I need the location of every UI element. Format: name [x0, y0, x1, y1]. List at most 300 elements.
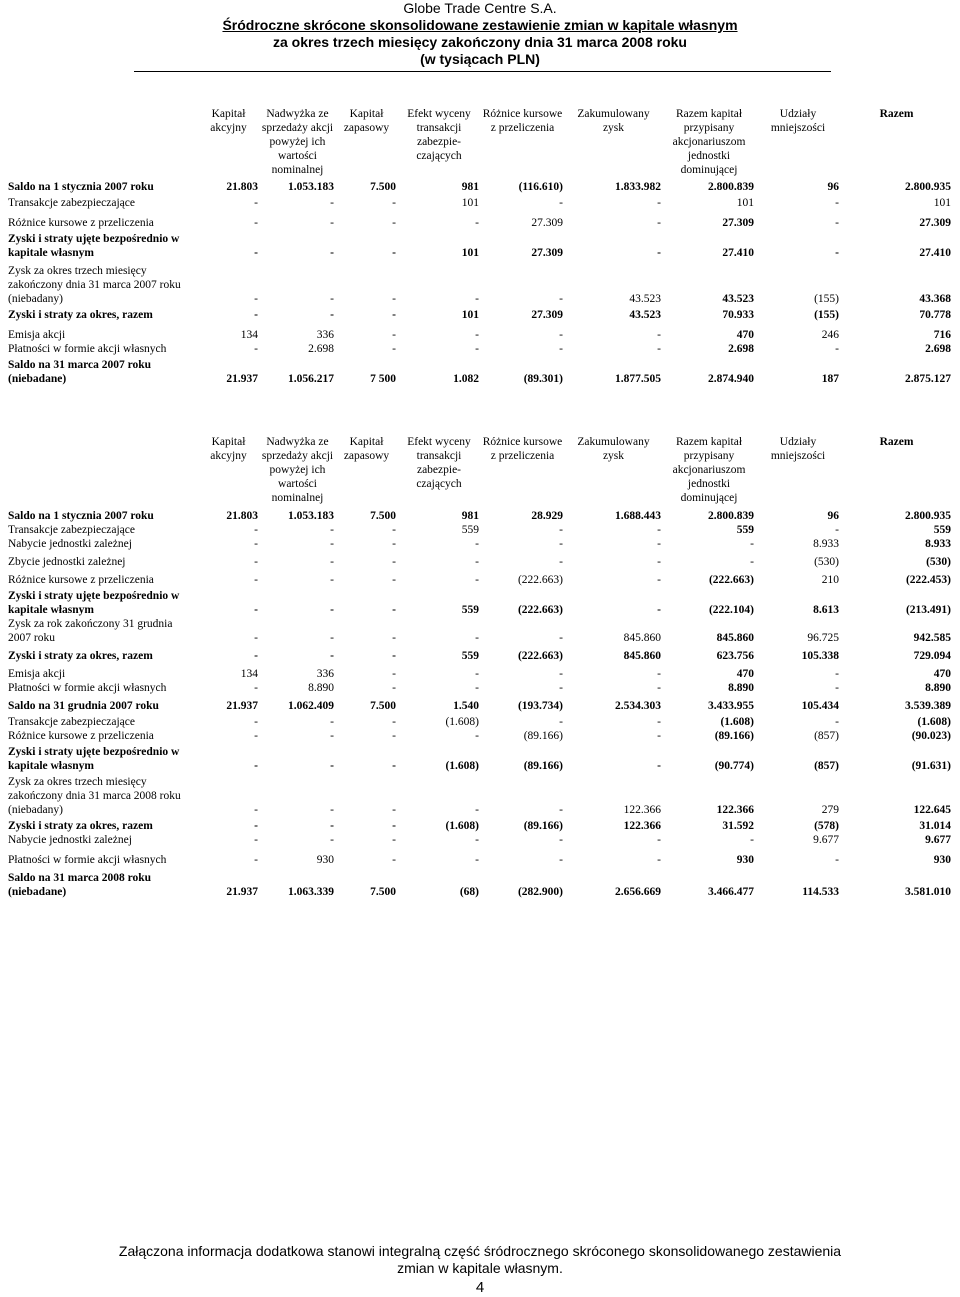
row-value: -	[657, 538, 661, 550]
row-value: -	[330, 632, 334, 644]
table-row	[8, 681, 954, 695]
row-value: -	[657, 668, 661, 680]
row-value: -	[392, 343, 396, 355]
table-row	[8, 833, 954, 847]
row-value: -	[254, 716, 258, 728]
row-value: 101	[736, 197, 754, 209]
row-value: 27.309	[531, 309, 563, 321]
column-header: Razem kapitał przypisany akcjonariuszom jednostki dominującej	[672, 108, 746, 176]
row-value: -	[392, 538, 396, 550]
row-label: Zyski i straty za okres, razem	[8, 309, 153, 321]
row-value: -	[254, 804, 258, 816]
row-value: 43.523	[629, 293, 661, 305]
row-value: -	[254, 197, 258, 209]
row-value: -	[657, 247, 661, 259]
row-value: 845.860	[623, 632, 661, 644]
row-value: 1.833.982	[615, 181, 661, 193]
row-value: -	[254, 538, 258, 550]
row-label: Emisja akcji	[8, 668, 66, 680]
row-value: 559	[933, 524, 951, 536]
row-value: -	[392, 329, 396, 341]
row-value: 930	[736, 854, 754, 866]
row-value: -	[657, 682, 661, 694]
row-value: -	[254, 604, 258, 616]
row-label: Zyski i straty za okres, razem	[8, 820, 153, 832]
row-value: -	[559, 682, 563, 694]
row-value: 2.534.303	[615, 700, 661, 712]
row-value: 7.500	[370, 886, 396, 898]
row-value: (155)	[814, 293, 839, 305]
row-value: 981	[461, 181, 479, 193]
row-value: 1.688.443	[615, 510, 661, 522]
row-value: -	[750, 834, 754, 846]
column-header: Razem	[879, 436, 914, 448]
row-label: Saldo na 31 grudnia 2007 roku	[8, 700, 159, 712]
table-row	[8, 847, 954, 867]
column-header: Razem kapitał przypisany akcjonariuszom jednostki dominującej	[672, 436, 746, 504]
table-row	[8, 194, 954, 210]
table-row	[8, 743, 954, 773]
table-row	[8, 342, 954, 356]
row-value: -	[392, 293, 396, 305]
row-value: 43.368	[919, 293, 951, 305]
row-label: Zyski i straty ujęte bezpośrednio w kapitale własnym	[8, 233, 180, 259]
row-value: -	[475, 668, 479, 680]
row-value: -	[392, 834, 396, 846]
row-value: -	[475, 834, 479, 846]
row-value: 8.890	[925, 682, 951, 694]
row-value: 96.725	[807, 632, 839, 644]
row-value: 8.613	[813, 604, 839, 616]
row-value: -	[254, 820, 258, 832]
row-label: Transakcje zabezpieczające	[8, 716, 135, 728]
row-value: 845.860	[716, 632, 754, 644]
row-value: -	[330, 309, 334, 321]
table-row	[8, 523, 954, 537]
row-label: Zyski i straty za okres, razem	[8, 650, 153, 662]
row-value: 2.800.839	[708, 181, 754, 193]
row-value: -	[254, 574, 258, 586]
table-row	[8, 179, 954, 194]
row-value: -	[392, 804, 396, 816]
row-value: -	[750, 556, 754, 568]
row-value: -	[392, 604, 396, 616]
row-value: -	[657, 604, 661, 616]
column-header: Efekt wyceny transakcji zabezpie-czających	[407, 436, 471, 490]
table-row	[8, 867, 954, 899]
row-value: -	[330, 730, 334, 742]
row-value: -	[392, 854, 396, 866]
row-label: Płatności w formie akcji własnych	[8, 682, 167, 694]
row-value: -	[835, 668, 839, 680]
table-row	[8, 713, 954, 729]
company-name: Globe Trade Centre S.A.	[403, 0, 557, 16]
row-label: Różnice kursowe z przeliczenia	[8, 217, 154, 229]
footer-note-line-2: zmian w kapitale własnym.	[397, 1260, 563, 1276]
row-label: Nabycie jednostki zależnej	[8, 834, 132, 846]
row-value: 27.309	[531, 217, 563, 229]
column-header: Kapitał akcyjny	[210, 108, 247, 134]
row-value: (89.166)	[523, 730, 563, 742]
row-value: -	[657, 854, 661, 866]
row-label: Różnice kursowe z przeliczenia	[8, 730, 154, 742]
row-value: -	[330, 217, 334, 229]
table-row	[8, 537, 954, 551]
row-value: 981	[461, 510, 479, 522]
row-value: 210	[821, 574, 839, 586]
row-value: -	[559, 854, 563, 866]
row-label: Płatności w formie akcji własnych	[8, 343, 167, 355]
column-header-row	[8, 107, 954, 179]
row-value: -	[254, 730, 258, 742]
row-value: 31.592	[722, 820, 754, 832]
row-value: (222.663)	[517, 574, 563, 586]
row-value: -	[657, 556, 661, 568]
row-value: -	[559, 834, 563, 846]
row-value: 930	[933, 854, 951, 866]
row-value: 8.890	[308, 682, 334, 694]
row-value: (90.774)	[714, 760, 754, 772]
row-value: 559	[461, 604, 479, 616]
row-label: Zyski i straty ujęte bezpośrednio w kapitale własnym	[8, 590, 180, 616]
row-label: Saldo na 31 marca 2007 roku (niebadane)	[8, 359, 152, 385]
row-value: -	[392, 632, 396, 644]
row-value: -	[559, 524, 563, 536]
header-rule	[134, 71, 831, 72]
row-value: -	[392, 197, 396, 209]
row-value: -	[559, 668, 563, 680]
row-value: 1.053.183	[288, 510, 334, 522]
row-value: (222.663)	[708, 574, 754, 586]
row-value: (89.166)	[523, 820, 563, 832]
header-blank	[8, 435, 199, 507]
table-row	[8, 551, 954, 569]
statement-units: (w tysiącach PLN)	[420, 51, 540, 67]
row-value: -	[254, 650, 258, 662]
row-value: -	[835, 197, 839, 209]
row-value: -	[475, 854, 479, 866]
column-header: Kapitał akcyjny	[210, 436, 247, 462]
row-value: -	[835, 217, 839, 229]
row-value: (1.608)	[720, 716, 754, 728]
row-value: 3.539.389	[905, 700, 951, 712]
row-value: (116.610)	[518, 181, 563, 193]
column-header: Zakumulowany zysk	[577, 436, 650, 462]
row-value: -	[475, 329, 479, 341]
row-value: (530)	[926, 556, 951, 568]
row-value: -	[559, 197, 563, 209]
row-value: -	[330, 760, 334, 772]
row-value: -	[657, 760, 661, 772]
row-value: 9.677	[813, 834, 839, 846]
row-value: -	[254, 247, 258, 259]
row-value: -	[835, 343, 839, 355]
row-value: (213.491)	[905, 604, 951, 616]
row-value: (155)	[814, 309, 839, 321]
row-label: Transakcje zabezpieczające	[8, 524, 135, 536]
row-value: -	[392, 574, 396, 586]
row-value: (89.166)	[523, 760, 563, 772]
row-value: 21.937	[226, 700, 258, 712]
row-value: -	[835, 854, 839, 866]
row-value: -	[330, 197, 334, 209]
statement-period: za okres trzech miesięcy zakończony dnia 31 marca 2008 roku	[273, 34, 687, 50]
row-value: 470	[933, 668, 951, 680]
row-value: 105.338	[801, 650, 839, 662]
row-value: 21.803	[226, 181, 258, 193]
row-value: 7.500	[370, 700, 396, 712]
row-value: -	[559, 329, 563, 341]
row-value: 559	[736, 524, 754, 536]
row-value: 43.523	[722, 293, 754, 305]
row-value: -	[330, 574, 334, 586]
row-value: 2.656.669	[615, 886, 661, 898]
row-label: Płatności w formie akcji własnych	[8, 854, 167, 866]
footer-note-line-1: Załączona informacja dodatkowa stanowi integralną część śródrocznego skróconego skonsolidowanego zestawienia	[118, 1243, 842, 1259]
row-value: 1.540	[453, 700, 479, 712]
row-value: (578)	[814, 820, 839, 832]
row-value: -	[392, 820, 396, 832]
row-value: -	[392, 730, 396, 742]
row-value: -	[657, 197, 661, 209]
row-value: 336	[316, 329, 334, 341]
row-value: 96	[827, 510, 839, 522]
row-value: 114.533	[802, 886, 839, 898]
row-value: -	[330, 820, 334, 832]
row-value: 21.937	[226, 886, 258, 898]
row-value: 7 500	[370, 373, 396, 385]
row-label: Różnice kursowe z przeliczenia	[8, 574, 154, 586]
row-value: -	[254, 760, 258, 772]
row-value: 845.860	[623, 650, 661, 662]
column-header: Nadwyżka ze sprzedaży akcji powyżej ich wartości nominalnej	[261, 436, 334, 504]
column-header: Kapitał zapasowy	[343, 436, 390, 462]
row-value: 930	[316, 854, 334, 866]
column-header: Udziały mniejszości	[770, 108, 826, 134]
row-value: 2.874.940	[708, 373, 754, 385]
row-value: 559	[461, 524, 479, 536]
row-label: Emisja akcji	[8, 329, 66, 341]
row-value: -	[254, 217, 258, 229]
row-value: -	[254, 632, 258, 644]
row-value: -	[392, 682, 396, 694]
row-value: 134	[240, 668, 258, 680]
row-value: -	[475, 343, 479, 355]
row-value: 122.366	[623, 804, 661, 816]
row-value: 2.698	[308, 343, 334, 355]
row-value: -	[392, 217, 396, 229]
row-value: (222.663)	[517, 604, 563, 616]
row-value: 1.877.505	[615, 373, 661, 385]
row-value: 7.500	[370, 181, 396, 193]
row-value: -	[254, 556, 258, 568]
row-label: Saldo na 1 stycznia 2007 roku	[8, 181, 154, 193]
row-value: -	[254, 343, 258, 355]
column-header: Zakumulowany zysk	[577, 108, 650, 134]
column-header: Efekt wyceny transakcji zabezpie-czających	[407, 108, 471, 162]
row-value: 7.500	[370, 510, 396, 522]
row-value: 716	[933, 329, 951, 341]
row-value: (222.453)	[905, 574, 951, 586]
row-value: -	[330, 716, 334, 728]
equity-table-2007-q1	[8, 107, 954, 386]
row-value: -	[254, 682, 258, 694]
row-value: -	[657, 834, 661, 846]
row-value: 470	[736, 668, 754, 680]
row-value: (222.104)	[708, 604, 754, 616]
row-value: (89.166)	[714, 730, 754, 742]
row-value: -	[657, 217, 661, 229]
row-value: -	[559, 538, 563, 550]
statement-title: Śródroczne skrócone skonsolidowane zestawienie zmian w kapitale własnym	[222, 17, 738, 33]
row-value: 1.082	[453, 373, 479, 385]
row-value: 623.756	[716, 650, 754, 662]
row-value: -	[254, 834, 258, 846]
row-value: -	[392, 524, 396, 536]
table-row	[8, 645, 954, 663]
row-value: -	[254, 293, 258, 305]
row-label: Zbycie jednostki zależnej	[8, 556, 126, 568]
row-value: -	[254, 524, 258, 536]
row-value: -	[254, 854, 258, 866]
row-value: 96	[827, 181, 839, 193]
row-value: -	[657, 716, 661, 728]
row-value: 31.014	[919, 820, 951, 832]
row-value: 9.677	[925, 834, 951, 846]
row-value: 27.309	[531, 247, 563, 259]
row-value: -	[657, 524, 661, 536]
row-value: -	[559, 804, 563, 816]
table-row	[8, 729, 954, 743]
row-value: 470	[736, 329, 754, 341]
row-value: 2.800.839	[708, 510, 754, 522]
row-value: -	[330, 538, 334, 550]
row-value: 2.698	[728, 343, 754, 355]
row-value: -	[475, 217, 479, 229]
row-value: -	[657, 730, 661, 742]
row-value: 187	[821, 373, 839, 385]
row-value: -	[657, 329, 661, 341]
row-value: (1.608)	[445, 760, 479, 772]
table-row	[8, 587, 954, 617]
row-value: -	[559, 556, 563, 568]
row-value: 729.094	[913, 650, 951, 662]
equity-table-2007-2008	[8, 435, 954, 899]
column-header: Kapitał zapasowy	[343, 108, 390, 134]
row-value: -	[330, 293, 334, 305]
row-value: -	[330, 247, 334, 259]
row-value: -	[559, 716, 563, 728]
row-value: (857)	[814, 730, 839, 742]
row-value: (91.631)	[911, 760, 951, 772]
row-value: -	[330, 834, 334, 846]
row-value: 1.062.409	[288, 700, 334, 712]
row-value: 28.929	[531, 510, 563, 522]
row-value: 2.800.935	[905, 181, 951, 193]
row-value: (530)	[814, 556, 839, 568]
row-value: -	[835, 682, 839, 694]
row-value: -	[392, 556, 396, 568]
row-value: (857)	[814, 760, 839, 772]
table-row	[8, 356, 954, 386]
row-value: 101	[461, 197, 479, 209]
table-row	[8, 322, 954, 342]
row-value: 2.875.127	[905, 373, 951, 385]
row-value: 246	[821, 329, 839, 341]
row-value: 105.434	[801, 700, 839, 712]
row-value: -	[475, 574, 479, 586]
row-value: (90.023)	[911, 730, 951, 742]
column-header-row	[8, 435, 954, 507]
row-value: 43.523	[629, 309, 661, 321]
row-value: -	[475, 556, 479, 568]
row-value: (68)	[459, 886, 479, 898]
row-value: -	[657, 574, 661, 586]
row-value: 336	[316, 668, 334, 680]
row-value: -	[475, 538, 479, 550]
row-value: 101	[933, 197, 951, 209]
table-row	[8, 773, 954, 817]
row-value: 942.585	[913, 632, 951, 644]
row-value: (89.301)	[523, 373, 563, 385]
row-value: -	[330, 804, 334, 816]
row-value: 8.933	[925, 538, 951, 550]
column-header: Różnice kursowe z przeliczenia	[482, 108, 563, 134]
row-value: -	[657, 343, 661, 355]
table-row	[8, 260, 954, 306]
row-value: 1.056.217	[288, 373, 334, 385]
row-value: -	[835, 524, 839, 536]
document-footer	[0, 1243, 960, 1296]
row-value: -	[392, 668, 396, 680]
row-value: 2.698	[925, 343, 951, 355]
row-value: 3.581.010	[905, 886, 951, 898]
row-value: -	[559, 343, 563, 355]
row-value: 21.937	[226, 373, 258, 385]
row-value: -	[330, 650, 334, 662]
row-value: 1.053.183	[288, 181, 334, 193]
row-value: 134	[240, 329, 258, 341]
row-value: -	[392, 650, 396, 662]
document-header	[0, 0, 960, 68]
row-label: Transakcje zabezpieczające	[8, 197, 135, 209]
row-value: 8.933	[813, 538, 839, 550]
row-value: 101	[461, 309, 479, 321]
row-value: -	[475, 730, 479, 742]
row-value: -	[475, 632, 479, 644]
table-row	[8, 617, 954, 645]
column-header: Różnice kursowe z przeliczenia	[482, 436, 563, 462]
row-value: 122.366	[623, 820, 661, 832]
row-label: Zysk za okres trzech miesięcy zakończony dnia 31 marca 2007 roku (niebadany)	[8, 265, 181, 305]
row-value: 122.645	[913, 804, 951, 816]
row-label: Saldo na 31 marca 2008 roku (niebadane)	[8, 872, 152, 898]
row-value: 21.803	[226, 510, 258, 522]
row-value: 27.309	[722, 217, 754, 229]
row-value: 2.800.935	[905, 510, 951, 522]
row-label: Saldo na 1 stycznia 2007 roku	[8, 510, 154, 522]
header-blank	[8, 107, 199, 179]
row-value: (193.734)	[517, 700, 563, 712]
table-row	[8, 507, 954, 523]
row-label: Zysk za okres trzech miesięcy zakończony dnia 31 marca 2008 roku (niebadany)	[8, 776, 181, 816]
row-value: 3.433.955	[708, 700, 754, 712]
row-value: 70.933	[722, 309, 754, 321]
row-value: 559	[461, 650, 479, 662]
row-value: -	[750, 538, 754, 550]
row-value: -	[559, 632, 563, 644]
page-number: 4	[475, 1279, 485, 1296]
